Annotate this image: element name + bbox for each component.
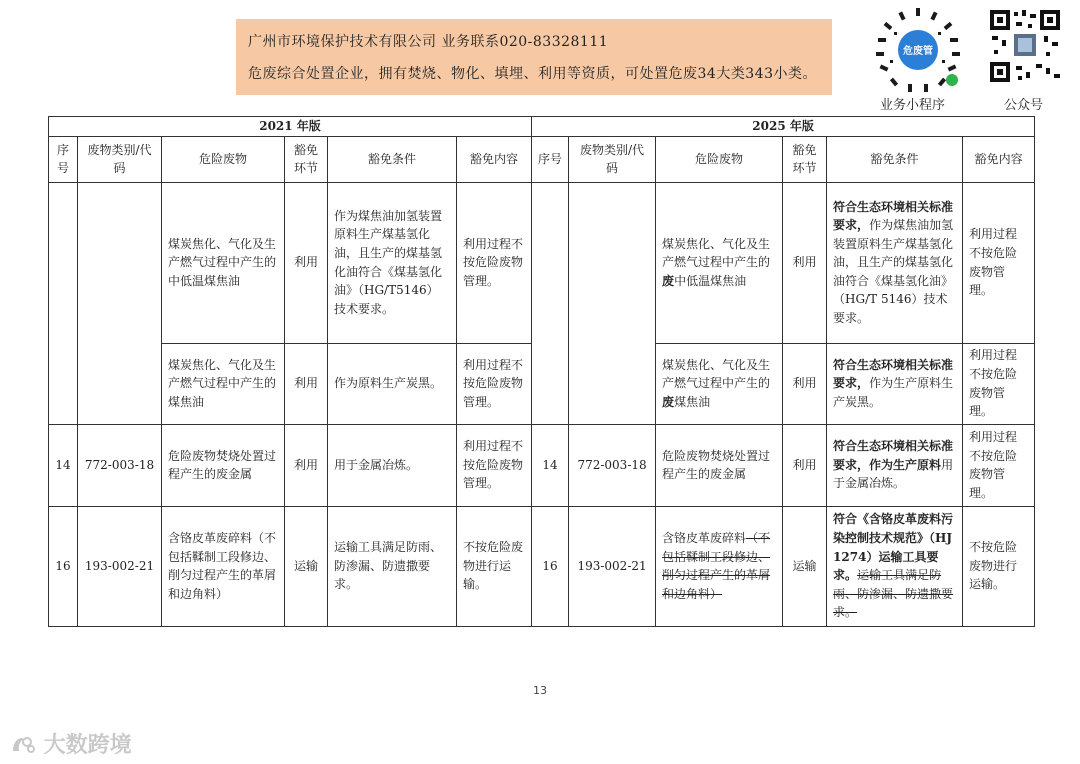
code-cell-2025: 772-003-18 xyxy=(569,424,656,506)
content-cell-2025: 利用过程不按危险废物管理。 xyxy=(963,182,1035,343)
table-row xyxy=(49,182,1035,343)
seq-cell-2025: 14 xyxy=(532,424,569,506)
waste-removed-text: （不包括鞣制工段修边、削匀过程产生的革屑和边角料） xyxy=(662,530,771,601)
content-cell: 不按危险废物进行运输。 xyxy=(457,506,532,626)
content-cell-2025: 不按危险废物进行运输。 xyxy=(963,506,1035,626)
header-condition-2025: 豁免条件 xyxy=(827,136,963,182)
condition-cell: 用于金属冶炼。 xyxy=(328,424,457,506)
stage-cell-2025: 利用 xyxy=(783,343,827,424)
stage-cell-2025: 利用 xyxy=(783,182,827,343)
condition-cell: 作为原料生产炭黑。 xyxy=(328,343,457,424)
waste-text: 含铬皮革废碎料 xyxy=(662,530,747,545)
official-account-label: 公众号 xyxy=(1004,98,1044,113)
content-cell-2025: 利用过程不按危险废物管理。 xyxy=(963,424,1035,506)
header-stage: 豁免环节 xyxy=(285,136,328,182)
banner-service-line: 危废综合处置企业，拥有焚烧、物化、填埋、利用等资质，可处置危废34大类343小类。 xyxy=(248,66,818,82)
stage-cell: 利用 xyxy=(285,182,328,343)
header-content-2025: 豁免内容 xyxy=(963,136,1035,182)
waste-cell: 危险废物焚烧处置过程产生的废金属 xyxy=(162,424,285,506)
code-cell: 193-002-21 xyxy=(78,506,162,626)
header-waste: 危险废物 xyxy=(162,136,285,182)
watermark xyxy=(10,728,132,759)
condition-cell-2025 xyxy=(827,343,963,424)
waste-cell-2025 xyxy=(656,343,783,424)
watermark-logo-icon xyxy=(10,733,36,755)
condition-cell: 运输工具满足防雨、防渗漏、防遗撒要求。 xyxy=(328,506,457,626)
waste-added-text: 废 xyxy=(662,273,675,288)
waste-text: 煤炭焦化、气化及生产燃气过程中产生的 xyxy=(662,357,771,391)
condition-cell: 作为煤焦油加氢装置原料生产煤基氢化油，且生产的煤基氢化油符合《煤基氢化油》（HG/T5146）技术要求。 xyxy=(328,182,457,343)
code-cell: 772-003-18 xyxy=(78,424,162,506)
page-number: 13 xyxy=(533,684,547,697)
stage-cell: 利用 xyxy=(285,343,328,424)
mini-program-label: 业务小程序 xyxy=(880,98,946,113)
version-row xyxy=(49,117,1035,137)
header-seq: 序号 xyxy=(49,136,78,182)
header-condition: 豁免条件 xyxy=(328,136,457,182)
code-cell xyxy=(78,182,162,424)
condition-cell-2025 xyxy=(827,182,963,343)
waste-cell: 煤炭焦化、气化及生产燃气过程中产生的中低温煤焦油 xyxy=(162,182,285,343)
watermark-text: 大数跨境 xyxy=(43,733,132,758)
header-stage-2025: 豁免环节 xyxy=(783,136,827,182)
stage-cell: 利用 xyxy=(285,424,328,506)
header-seq-2025: 序号 xyxy=(532,136,569,182)
waste-cell: 煤炭焦化、气化及生产燃气过程中产生的煤焦油 xyxy=(162,343,285,424)
seq-cell xyxy=(49,182,78,424)
condition-cell-2025 xyxy=(827,506,963,626)
condition-text: 用于金属冶炼。 xyxy=(833,457,954,491)
condition-removed-text: 运输工具满足防雨、防渗漏、防遗撒要求。 xyxy=(833,568,954,620)
table-row xyxy=(49,506,1035,626)
code-cell-2025: 193-002-21 xyxy=(569,506,656,626)
waste-text-end: 煤焦油 xyxy=(674,394,711,409)
condition-added-text: 符合《含铬皮革废料污染控制技术规范》（HJ 1274）运输工具要求。 xyxy=(833,512,954,583)
waste-cell-2025 xyxy=(656,506,783,626)
seq-cell-2025: 16 xyxy=(532,506,569,626)
table-row xyxy=(49,424,1035,506)
seq-cell: 14 xyxy=(49,424,78,506)
official-account-qr-icon[interactable] xyxy=(988,8,1062,84)
stage-cell-2025: 利用 xyxy=(783,424,827,506)
content-cell: 利用过程不按危险废物管理。 xyxy=(457,182,532,343)
waste-text-end: 中低温煤焦油 xyxy=(674,273,747,288)
content-cell: 利用过程不按危险废物管理。 xyxy=(457,343,532,424)
condition-text: 作为煤焦油加氢装置原料生产煤基氢化油，且生产的煤基氢化油符合《煤基氢化油》（HG/T 5146）技术要求。 xyxy=(833,218,954,326)
condition-text: 作为生产原料生产炭黑。 xyxy=(833,376,954,409)
condition-added-text: 符合生态环境相关标准要求，作为生产原料 xyxy=(833,439,954,472)
stage-cell-2025: 运输 xyxy=(783,506,827,626)
waste-cell-2025: 危险废物焚烧处置过程产生的废金属 xyxy=(656,424,783,506)
mini-program-logo-text: 危废管 xyxy=(903,46,933,57)
seq-cell-2025 xyxy=(532,182,569,424)
header-category-2025: 废物类别/代码 xyxy=(569,136,656,182)
exemption-comparison-table xyxy=(48,116,1035,627)
condition-cell-2025 xyxy=(827,424,963,506)
condition-added-text: 符合生态环境相关标准要求， xyxy=(833,199,954,233)
waste-cell: 含铬皮革废碎料（不包括鞣制工段修边、削匀过程产生的革屑和边角料） xyxy=(162,506,285,626)
waste-cell-2025 xyxy=(656,182,783,343)
header-category: 废物类别/代码 xyxy=(78,136,162,182)
waste-text: 煤炭焦化、气化及生产燃气过程中产生的 xyxy=(662,236,771,270)
header-waste-2025: 危险废物 xyxy=(656,136,783,182)
contact-banner xyxy=(236,19,832,95)
waste-added-text: 废 xyxy=(662,394,675,409)
condition-added-text: 符合生态环境相关标准要求， xyxy=(833,357,954,391)
stage-cell: 运输 xyxy=(285,506,328,626)
seq-cell: 16 xyxy=(49,506,78,626)
header-content: 豁免内容 xyxy=(457,136,532,182)
content-cell-2025: 利用过程不按危险废物管理。 xyxy=(963,343,1035,424)
version-2021-heading: 2021 年版 xyxy=(49,117,532,137)
banner-contact-line: 广州市环境保护技术有限公司 业务联系020-83328111 xyxy=(248,34,609,50)
column-header-row xyxy=(49,136,1035,182)
code-cell-2025 xyxy=(569,182,656,424)
content-cell: 利用过程不按危险废物管理。 xyxy=(457,424,532,506)
mini-program-qr-icon[interactable] xyxy=(872,6,964,94)
version-2025-heading: 2025 年版 xyxy=(532,117,1035,137)
